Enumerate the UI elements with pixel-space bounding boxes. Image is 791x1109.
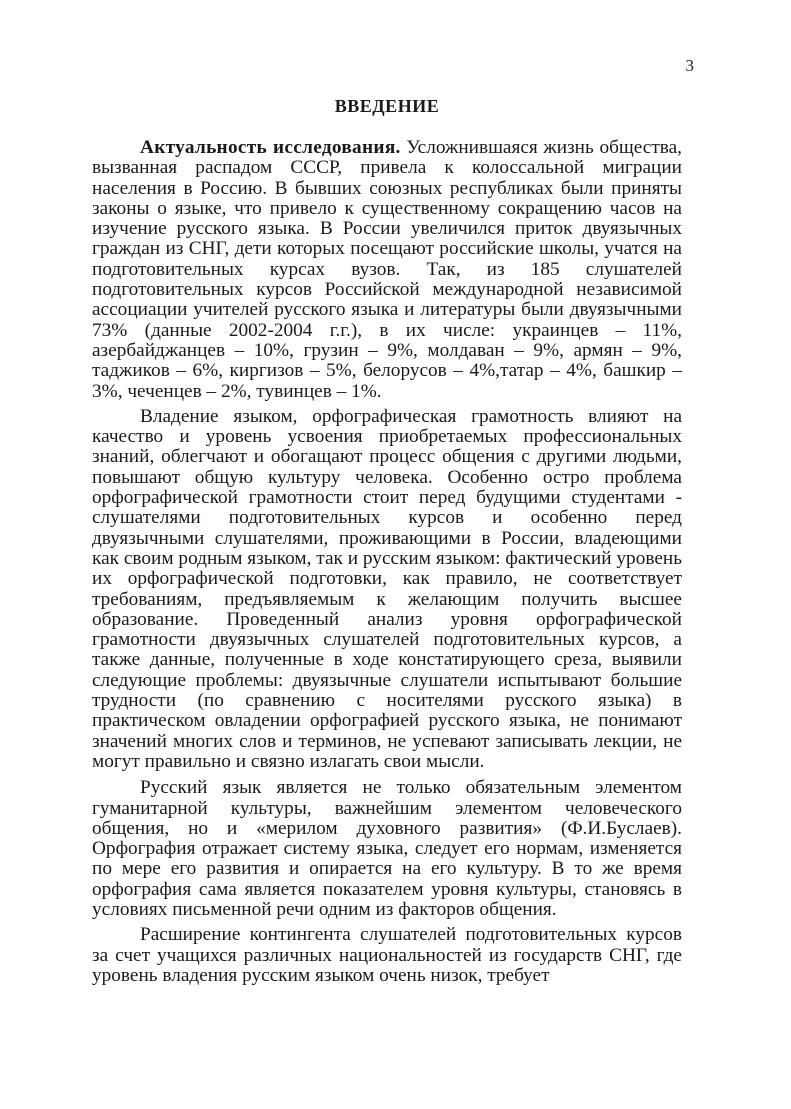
page-number: 3	[685, 56, 694, 75]
page-title: ВВЕДЕНИЕ	[334, 96, 440, 116]
paragraph-russian-language	[92, 778, 682, 920]
paragraph-relevance	[92, 138, 682, 402]
paragraph-text: Владение языком, орфографическая грамотность влияют на качество и уровень усвоения приобретаемых профессиональных знаний, облегчают и обогащают процесс общения с другими людьми, повышают общую культуру человека. Особенно остро проблема орфографической грамотности стоит перед будущими студентами - слушателями подготовительных курсов и особенно перед двуязычными слушателями, проживающими в России, владеющими как своим родным языком, так и русским языком: фактический уровень их орфографической подготовки, как правило, не соответствует требованиям, предъявляемым к желающим получить высшее образование. Проведенный анализ уровня орфографической грамотности двуязычных слушателей подготовительных курсов, а также данные, полученные в ходе констатирующего среза, выявили следующие проблемы: двуязычные слушатели испытывают большие трудности (по сравнению с носителями русского языка) в практическом овладении орфографией русского языка, не понимают значений многих слов и терминов, не успевают записывать лекции, не могут правильно и связно излагать свои мысли.	[92, 405, 682, 772]
paragraph-lead-heading: Актуальность исследования.	[140, 137, 401, 158]
paragraph-text: Расширение контингента слушателей подготовительных курсов за счет учащихся различных национальностей из государств СНГ, где уровень владения русским языком очень низок, требует	[92, 924, 682, 986]
paragraph-text: Усложнившаяся жизнь общества, вызванная распадом СССР, привела к колоссальной миграции населения в Россию. В бывших союзных республиках были приняты законы о языке, что привело к существенному сокращению часов на изучение русского языка. В России увеличился приток двуязычных граждан из СНГ, дети которых посещают российские школы, учатся на подготовительных курсах вузов. Так, из 185 слушателей подготовительных курсов Российской международной независимой ассоциации учителей русского языка и литературы были двуязычными 73% (данные 2002-2004 г.г.), в их числе: украинцев – 11%, азербайджанцев – 10%, грузин – 9%, молдаван – 9%, армян – 9%, таджиков – 6%, киргизов – 5%, белорусов – 4%,татар – 4%, башкир – 3%, чеченцев – 2%, тувинцев – 1%.	[92, 137, 682, 402]
page-body	[92, 94, 682, 986]
paragraph-text: Русский язык является не только обязательным элементом гуманитарной культуры, важнейшим элементом человеческого общения, но и «мерилом духовного развития» (Ф.И.Буслаев). Орфография отражает систему языка, следует его нормам, изменяется по мере его развития и опирается на его культуру. В то же время орфография сама является показателем уровня культуры, становясь в условиях письменной речи одним из факторов общения.	[92, 777, 682, 920]
paragraph-language-proficiency	[92, 407, 682, 772]
paragraph-contingent-expansion	[92, 925, 682, 986]
